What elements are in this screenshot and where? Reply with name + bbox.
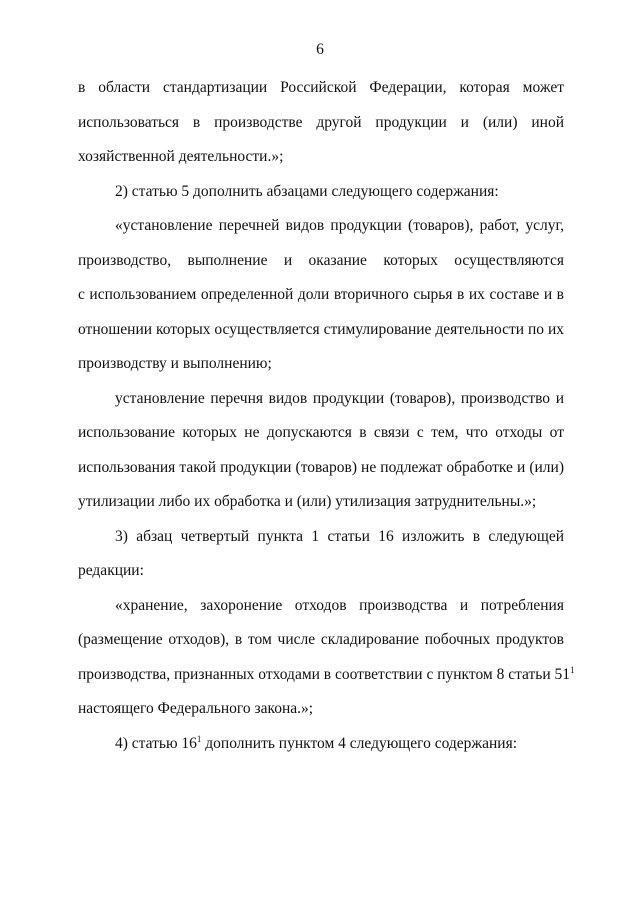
text-line-content: производства, признанных отходами в соответствии с пунктом 8 статьи 51 [78, 665, 571, 683]
text-line: 3) абзац четвертый пункта 1 статьи 16 изложить в следующей [115, 527, 564, 545]
page-number: 6 [316, 41, 324, 58]
text-line: в области стандартизации Российской Федерации, которая может [78, 79, 564, 96]
text-line-content: дополнить пунктом 4 следующего содержания: [201, 734, 518, 752]
superscript: 1 [196, 733, 202, 744]
text-line: производство, выполнение и оказание которых осуществляются [78, 251, 564, 269]
document-body [78, 78, 575, 768]
paragraph-item-2 [78, 182, 564, 217]
paragraph-continuation [78, 78, 564, 182]
text-line [78, 664, 575, 700]
text-line-content: 4) статью 16 [115, 734, 197, 752]
text-line: с использованием определенной доли вторичного сырья в их составе и в [78, 286, 564, 303]
text-line: хозяйственной деятельности.»; [78, 148, 284, 165]
paragraph-item-4 [78, 734, 564, 769]
text-line: использоваться в производстве другой продукции и (или) иной [78, 113, 564, 131]
text-line: «хранение, захоронение отходов производства и потребления [115, 596, 564, 614]
text-line: настоящего Федерального закона.»; [78, 700, 314, 717]
text-line: отношении которых осуществляется стимулирование деятельности по их [78, 320, 564, 338]
text-line: утилизации либо их обработка и (или) утилизация затруднительны.»; [78, 493, 537, 510]
text-line: редакции: [78, 562, 144, 579]
paragraph-quote-3 [78, 596, 575, 734]
text-line: производству и выполнению; [78, 355, 272, 372]
text-line [78, 734, 564, 769]
text-line: установление перечня видов продукции (товаров), производство и [115, 389, 564, 407]
text-line: использование которых не допускаются в связи с тем, что отходы от [78, 424, 564, 441]
paragraph-item-3 [78, 527, 564, 596]
text-line: использования такой продукции (товаров) не подлежат обработке и (или) [78, 458, 564, 476]
paragraph-quote-2 [78, 389, 564, 527]
text-line: 2) статью 5 дополнить абзацами следующего содержания: [115, 182, 499, 200]
text-line: «установление перечней видов продукции (товаров), работ, услуг, [115, 217, 564, 234]
paragraph-quote-1 [78, 216, 564, 389]
superscript: 1 [570, 664, 575, 675]
text-line: (размещение отходов), в том числе складирование побочных продуктов [78, 631, 564, 648]
